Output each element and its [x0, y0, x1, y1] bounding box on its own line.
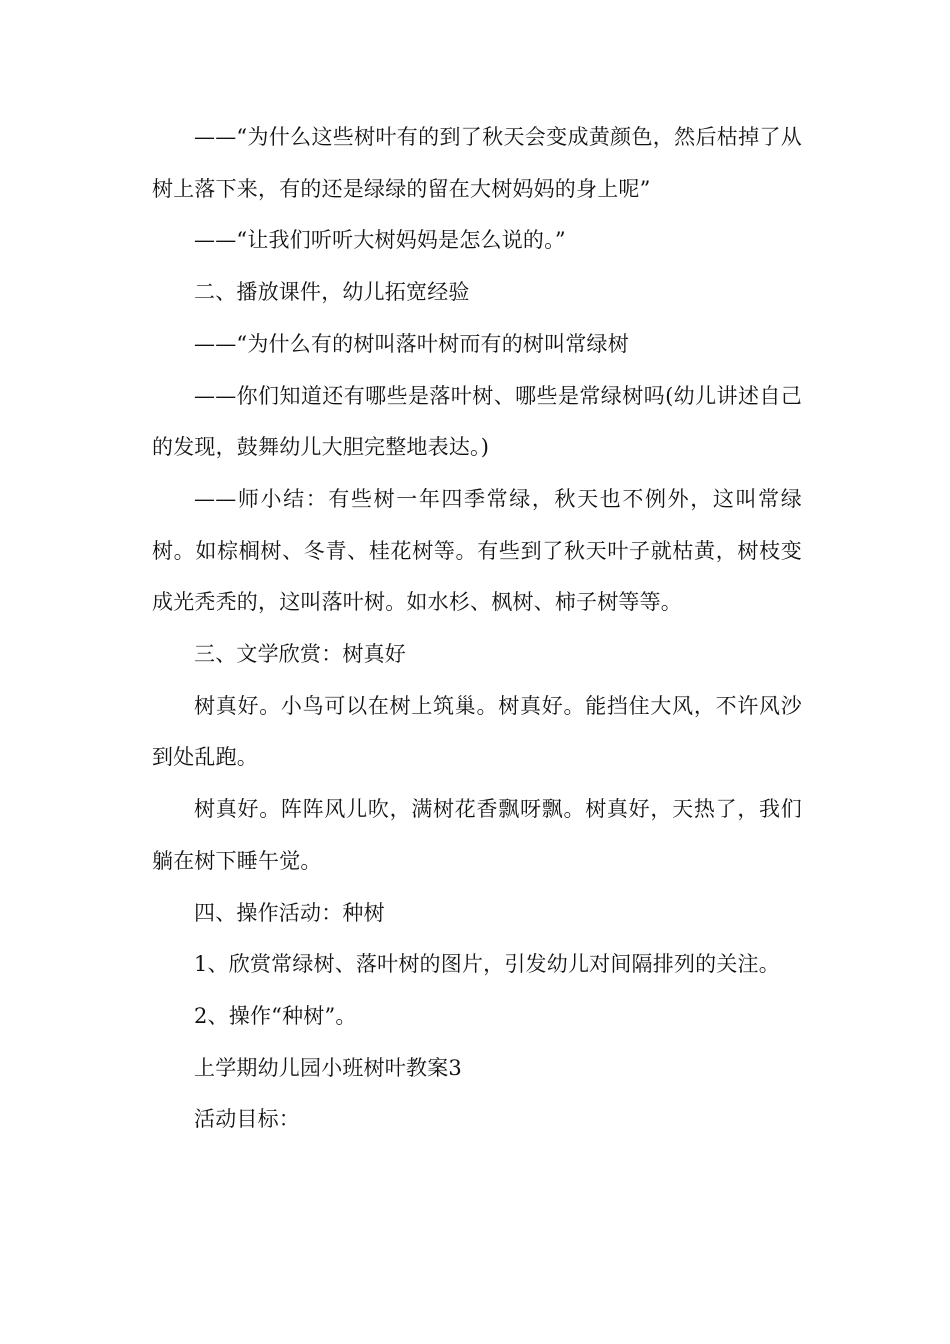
poem-stanza-two: 树真好。阵阵风儿吹，满树花香飘呀飘。树真好，天热了，我们躺在树下睡午觉。	[152, 797, 802, 873]
poem-stanza-one: 树真好。小鸟可以在树上筑巢。树真好。能挡住大风，不许风沙到处乱跑。	[152, 693, 802, 770]
paragraph-question-deciduous-evergreen: ——“为什么有的树叫落叶树而有的树叫常绿树	[194, 331, 629, 356]
paragraph-teacher-summary: ——师小结：有些树一年四季常绿，秋天也不例外，这叫常绿树。如棕榈树、冬青、桂花树等。有些到了秋天叶子就枯黄，树枝变成光秃秃的，这叫落叶树。如水杉、枫树、柿子树等等。	[152, 486, 802, 615]
section-heading-four: 四、操作活动：种树	[194, 900, 385, 925]
paragraph-question-leaves-turn-yellow: ——“为什么这些树叶有的到了秋天会变成黄颜色，然后枯掉了从树上落下来，有的还是绿绿的留在大树妈妈的身上呢”	[152, 125, 802, 201]
section-heading-two: 二、播放课件，幼儿拓宽经验	[194, 280, 470, 305]
lesson-plan-title: 上学期幼儿园小班树叶教案3	[194, 1055, 462, 1080]
paragraph-listen-mother-tree: ——“让我们听听大树妈妈是怎么说的。”	[194, 228, 566, 253]
document-body	[152, 112, 802, 1146]
paragraph-children-discussion: ——你们知道还有哪些是落叶树、哪些是常绿树吗(幼儿讲述自己的发现，鼓舞幼儿大胆完整地表达。)	[152, 383, 802, 460]
activity-step-one: 1、欣赏常绿树、落叶树的图片，引发幼儿对间隔排列的关注。	[194, 952, 780, 977]
activity-step-two: 2、操作“种树”。	[194, 1003, 357, 1028]
activity-goals-heading: 活动目标：	[194, 1107, 300, 1132]
section-heading-three: 三、文学欣赏：树真好	[194, 642, 406, 667]
